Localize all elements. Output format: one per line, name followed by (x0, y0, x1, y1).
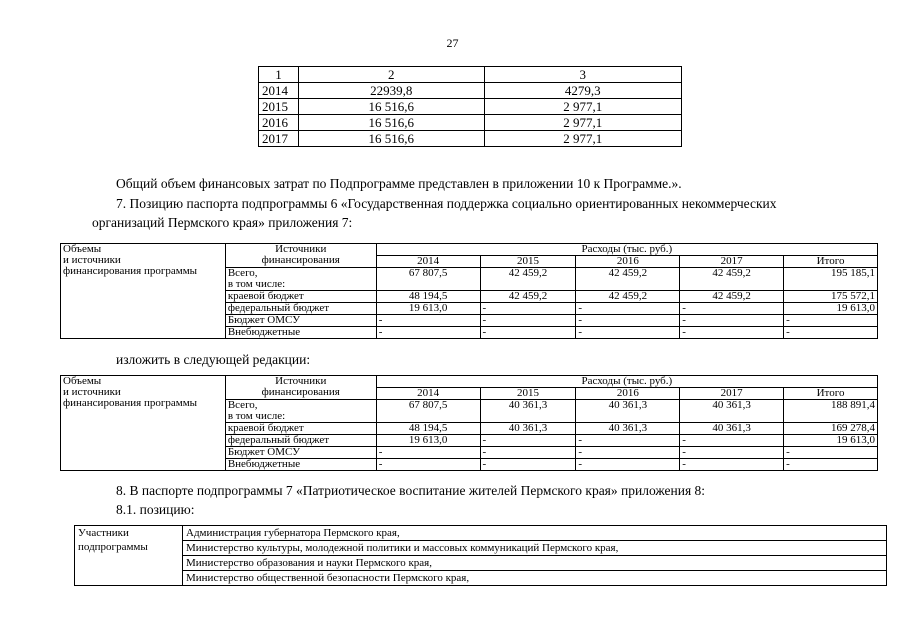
value-cell: 19 613,0 (784, 435, 878, 447)
table-header-row (61, 376, 878, 388)
value-cell: - (680, 435, 784, 447)
value-cell: - (576, 303, 680, 315)
table-row (259, 99, 682, 115)
value-cell: - (376, 315, 480, 327)
value-cell: - (680, 327, 784, 339)
table-cell: 22939,8 (298, 83, 484, 99)
value-cell: 188 891,4 (784, 400, 878, 423)
participant-item: Министерство образования и науки Пермского края, (183, 556, 887, 571)
table-row (75, 556, 887, 571)
value-cell: 48 194,5 (376, 291, 480, 303)
header-line: финансирования (261, 254, 340, 266)
table-cell: 2016 (259, 115, 299, 131)
value-cell: - (576, 315, 680, 327)
value-cell: 42 459,2 (680, 291, 784, 303)
year-cell: 2014 (376, 388, 480, 400)
value-cell: - (680, 303, 784, 315)
value-cell: - (680, 315, 784, 327)
value-cell: 67 807,5 (376, 268, 480, 291)
table-cell: 2 977,1 (484, 131, 682, 147)
paragraph-item-8: 8. В паспорте подпрограммы 7 «Патриотическое воспитание жителей Пермского края» приложения 8: (116, 483, 706, 498)
value-cell: 19 613,0 (784, 303, 878, 315)
value-cell: 40 361,3 (576, 423, 680, 435)
value-cell: - (480, 435, 576, 447)
page-number: 27 (446, 36, 459, 50)
source-cell: Внебюджетные (225, 327, 376, 339)
value-cell: 48 194,5 (376, 423, 480, 435)
value-cell: 40 361,3 (480, 400, 576, 423)
source-cell (225, 400, 376, 423)
source-cell: федеральный бюджет (225, 303, 376, 315)
value-cell: - (680, 447, 784, 459)
value-cell: - (784, 327, 878, 339)
paragraph-new-edition: изложить в следующей редакции: (116, 352, 311, 367)
participants-table (74, 525, 887, 586)
expenses-header: Расходы (тыс. руб.) (376, 244, 877, 256)
participants-label-cell (75, 526, 183, 586)
header-line: Источники (275, 243, 327, 255)
table-cell: 3 (484, 67, 682, 83)
participant-item: Министерство культуры, молодежной политики и массовых коммуникаций Пермского края, (183, 541, 887, 556)
label-line: и источники (63, 254, 121, 266)
value-cell: 169 278,4 (784, 423, 878, 435)
paragraph-total-costs: Общий объем финансовых затрат по Подпрограмме представлен в приложении 10 к Программе.». (116, 176, 682, 191)
financing-table-new (60, 375, 878, 471)
value-cell: 19 613,0 (376, 435, 480, 447)
table-header-row (259, 67, 682, 83)
table-cell: 16 516,6 (298, 131, 484, 147)
table-row (259, 131, 682, 147)
participant-item: Министерство общественной безопасности Пермского края, (183, 571, 887, 586)
table-cell: 4279,3 (484, 83, 682, 99)
label-line: Участники (78, 527, 129, 539)
value-cell: - (480, 315, 576, 327)
value-cell: - (680, 459, 784, 471)
value-cell: 42 459,2 (480, 268, 576, 291)
paragraph-item-7: 7. Позицию паспорта подпрограммы 6 «Государственная поддержка социально ориентированных некоммерческих (116, 196, 777, 211)
label-line: Объемы (63, 375, 102, 387)
year-cell: 2015 (480, 388, 576, 400)
source-cell: краевой бюджет (225, 423, 376, 435)
financing-label-cell (61, 376, 226, 471)
table-row (75, 541, 887, 556)
table-cell: 16 516,6 (298, 99, 484, 115)
table-cell: 2015 (259, 99, 299, 115)
table-cell: 16 516,6 (298, 115, 484, 131)
table-cell: 2017 (259, 131, 299, 147)
value-cell: 40 361,3 (680, 423, 784, 435)
value-cell: 175 572,1 (784, 291, 878, 303)
value-cell: 195 185,1 (784, 268, 878, 291)
table-row (259, 83, 682, 99)
financing-table-old (60, 243, 878, 339)
year-cell: Итого (784, 256, 878, 268)
value-cell: - (576, 327, 680, 339)
table-cell: 2014 (259, 83, 299, 99)
sources-header (225, 244, 376, 268)
table-header-row (61, 244, 878, 256)
value-cell: 42 459,2 (576, 291, 680, 303)
label-line: финансирования программы (63, 265, 198, 277)
source-line: Всего, (227, 399, 258, 411)
source-cell: краевой бюджет (225, 291, 376, 303)
value-cell: - (784, 459, 878, 471)
source-cell: Бюджет ОМСУ (225, 447, 376, 459)
value-cell: - (480, 459, 576, 471)
year-cell: 2016 (576, 388, 680, 400)
financing-label-cell (61, 244, 226, 339)
value-cell: 19 613,0 (376, 303, 480, 315)
value-cell: - (576, 435, 680, 447)
value-cell: - (784, 447, 878, 459)
paragraph-item-8-1: 8.1. позицию: (116, 502, 195, 517)
table-cell: 2 977,1 (484, 99, 682, 115)
year-cell: Итого (784, 388, 878, 400)
source-cell: Бюджет ОМСУ (225, 315, 376, 327)
value-cell: - (784, 315, 878, 327)
table-cell: 1 (259, 67, 299, 83)
label-line: и источники (63, 386, 121, 398)
value-cell: 42 459,2 (480, 291, 576, 303)
table-row (259, 115, 682, 131)
source-cell: Внебюджетные (225, 459, 376, 471)
label-line: финансирования программы (63, 397, 198, 409)
value-cell: - (376, 459, 480, 471)
year-cell: 2016 (576, 256, 680, 268)
label-line: подпрограммы (78, 541, 148, 553)
year-cell: 2017 (680, 388, 784, 400)
source-line: Всего, (227, 267, 258, 279)
source-cell: федеральный бюджет (225, 435, 376, 447)
year-cell: 2015 (480, 256, 576, 268)
participant-item: Администрация губернатора Пермского края, (183, 526, 887, 541)
value-cell: - (376, 327, 480, 339)
header-line: финансирования (261, 386, 340, 398)
value-cell: - (576, 459, 680, 471)
value-cell: 67 807,5 (376, 400, 480, 423)
value-cell: 42 459,2 (576, 268, 680, 291)
source-line: в том числе: (227, 278, 286, 290)
value-cell: - (480, 303, 576, 315)
table-cell: 2 977,1 (484, 115, 682, 131)
paragraph-item-7-cont: организаций Пермского края» приложения 7: (92, 215, 353, 230)
sources-header (225, 376, 376, 400)
table-cell: 2 (298, 67, 484, 83)
value-cell: 40 361,3 (680, 400, 784, 423)
year-cell: 2014 (376, 256, 480, 268)
expenses-header: Расходы (тыс. руб.) (376, 376, 877, 388)
label-line: Объемы (63, 243, 102, 255)
value-cell: 42 459,2 (680, 268, 784, 291)
value-cell: 40 361,3 (576, 400, 680, 423)
value-cell: 40 361,3 (480, 423, 576, 435)
value-cell: - (576, 447, 680, 459)
annual-costs-table (258, 66, 682, 147)
table-row (75, 571, 887, 586)
table-row (75, 526, 887, 541)
source-line: в том числе: (227, 410, 286, 422)
value-cell: - (480, 327, 576, 339)
year-cell: 2017 (680, 256, 784, 268)
value-cell: - (376, 447, 480, 459)
value-cell: - (480, 447, 576, 459)
header-line: Источники (275, 375, 327, 387)
source-cell (225, 268, 376, 291)
